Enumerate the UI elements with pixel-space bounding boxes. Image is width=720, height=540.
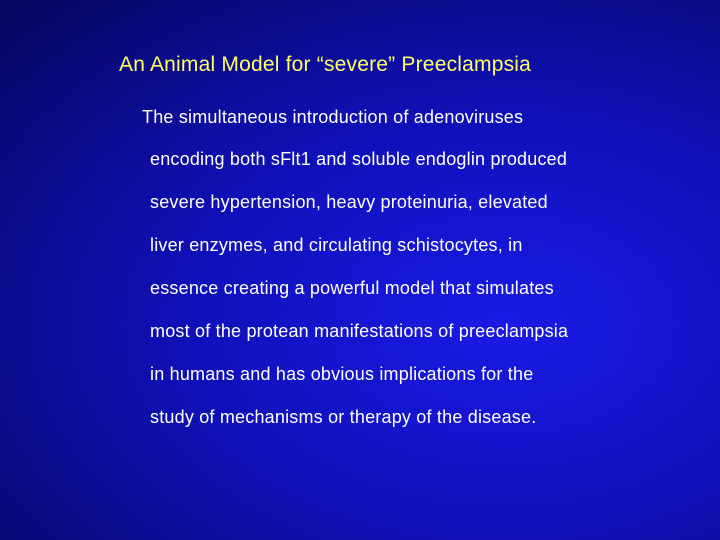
body-line: The simultaneous introduction of adenoviruses bbox=[142, 107, 524, 127]
body-line: study of mechanisms or therapy of the disease. bbox=[150, 407, 537, 427]
body-line: liver enzymes, and circulating schistocytes, in bbox=[150, 235, 523, 255]
body-line: severe hypertension, heavy proteinuria, elevated bbox=[150, 192, 548, 212]
body-line: essence creating a powerful model that simulates bbox=[150, 278, 554, 298]
body-line: in humans and has obvious implications for the bbox=[150, 364, 534, 384]
body-line: encoding both sFlt1 and soluble endoglin produced bbox=[150, 149, 568, 169]
slide-title: An Animal Model for “severe” Preeclampsia bbox=[119, 53, 532, 76]
body-line: most of the protean manifestations of preeclampsia bbox=[150, 321, 569, 341]
